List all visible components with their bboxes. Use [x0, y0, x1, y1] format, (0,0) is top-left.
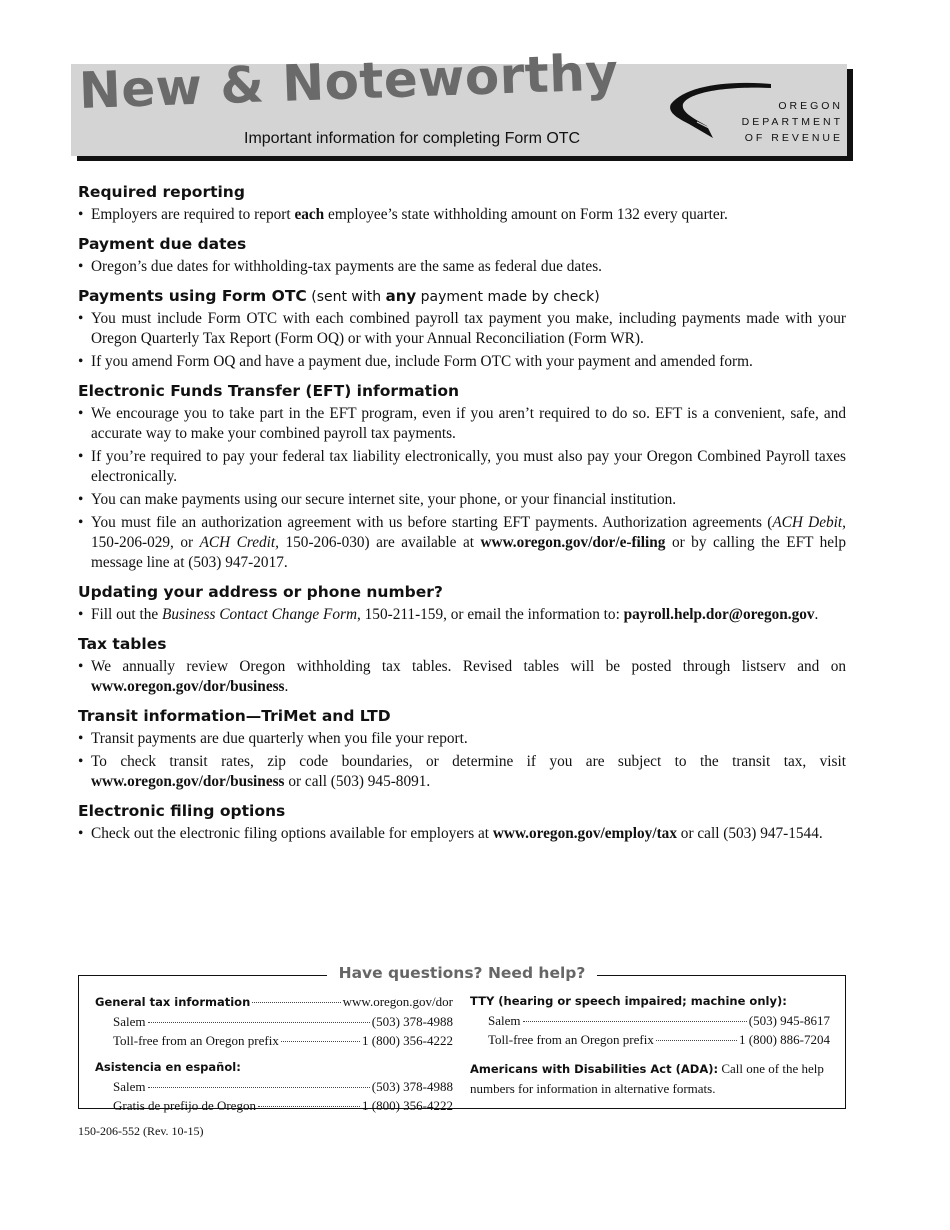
phone-number: (503) 378-4988: [371, 1014, 453, 1029]
section-heading: Payment due dates: [78, 235, 247, 253]
text: or by calling the EFT help message line at (503) 947-2017.: [91, 534, 846, 571]
text: To check transit rates, zip code boundaries, or determine if you are subject to the transit tax, visit: [91, 753, 846, 770]
help-label: Toll-free from an Oregon prefix: [488, 1032, 654, 1047]
text: payment made by check): [416, 289, 600, 305]
list-item: [78, 824, 846, 844]
ada-label: Americans with Disabilities Act (ADA):: [470, 1062, 719, 1076]
section-heading: Required reporting: [78, 183, 245, 201]
oregon-revenue-logo: [667, 78, 845, 144]
list-item: [78, 605, 846, 625]
list-item: • If you’re required to pay your federal tax liability electronically, you must also pay your Oregon Combined Payroll taxes electronically.: [78, 447, 846, 487]
phone-number: 1 (800) 886-7204: [739, 1032, 830, 1047]
phone-number: (503) 378-4988: [371, 1079, 453, 1094]
help-title-text: Have questions? Need help?: [327, 964, 598, 982]
page-title: New & Noteworthy: [77, 43, 620, 120]
dot-leader: [281, 1041, 360, 1042]
text: or call (503) 947-1544.: [676, 825, 823, 842]
help-row-salem: [95, 1012, 453, 1031]
help-label: Salem: [113, 1014, 146, 1029]
help-label: Toll-free from an Oregon prefix: [113, 1033, 279, 1048]
phone-number: 1 (800) 356-4222: [362, 1033, 453, 1048]
text: You must file an authorization agreement with us before starting EFT payments. Authorization agreements (: [91, 514, 773, 531]
section-heading: Electronic Funds Transfer (EFT) information: [78, 382, 460, 400]
help-label: Salem: [488, 1013, 521, 1028]
logo-line-2: DEPARTMENT: [741, 116, 843, 128]
section-tax-tables: [78, 635, 846, 697]
text: (sent with: [306, 289, 386, 305]
list-item: • You must include Form OTC with each combined payroll tax payment you make, including payments made with your Oregon Quarterly Tax Report (Form OQ) or with your Annual Reconciliation (Form WR).: [78, 309, 846, 349]
logo-line-3: OF REVENUE: [744, 132, 843, 144]
ada-text: Call one of the help numbers for information in alternative formats.: [470, 1061, 824, 1096]
help-label: Salem: [113, 1079, 146, 1094]
form-name: ACH Debit,: [772, 514, 846, 531]
help-box: [78, 964, 846, 1113]
phone-number: (503) 945-8617: [748, 1013, 830, 1028]
heading-note: [307, 289, 600, 305]
help-row-tty-toll: [470, 1030, 830, 1049]
list-item: • Transit payments are due quarterly when you file your report.: [78, 729, 846, 749]
section-updating-address: [78, 583, 846, 625]
text: .: [284, 678, 289, 695]
section-eft-information: [78, 382, 846, 573]
text: employee’s state withholding amount on Form 132 every quarter.: [324, 206, 728, 223]
text: Fill out the: [91, 606, 162, 623]
phone-number: 1 (800) 356-4222: [362, 1098, 453, 1113]
dot-leader: [252, 1002, 340, 1003]
list-item: • Oregon’s due dates for withholding-tax payments are the same as federal due dates.: [78, 257, 846, 277]
section-payments-form-otc: [78, 287, 846, 372]
section-heading: [78, 287, 846, 305]
section-heading: Tax tables: [78, 635, 167, 653]
section-payment-due-dates: [78, 235, 846, 277]
text: , 150-211-159, or email the information to:: [357, 606, 624, 623]
section-required-reporting: [78, 183, 846, 225]
list-item: • If you amend Form OQ and have a payment due, include Form OTC with your payment and amended form.: [78, 352, 846, 372]
emphasis: any: [385, 287, 417, 305]
efiling-link[interactable]: www.oregon.gov/dor/e-filing: [480, 534, 666, 551]
help-row-es-gratis: [95, 1096, 453, 1115]
form-name: Business Contact Change Form: [161, 606, 357, 623]
text: Employers are required to report: [91, 206, 295, 223]
dot-leader: [148, 1087, 370, 1088]
list-item: [78, 205, 846, 225]
ada-note: [470, 1059, 830, 1098]
section-electronic-filing: [78, 802, 846, 844]
help-right-column: [470, 992, 830, 1098]
dot-leader: [523, 1021, 747, 1022]
help-row-tollfree: [95, 1031, 453, 1050]
page-subtitle: Important information for completing Form OTC: [244, 130, 581, 147]
dot-leader: [258, 1106, 360, 1107]
help-subheading-espanol: Asistencia en español:: [95, 1060, 241, 1074]
section-heading: Updating your address or phone number?: [78, 583, 443, 601]
help-row-es-salem: [95, 1077, 453, 1096]
text: 150-206-029, or: [91, 534, 200, 551]
emphasis: each: [294, 206, 325, 223]
help-left-column: [95, 992, 453, 1115]
form-name: ACH Credit,: [199, 534, 280, 551]
help-row-tty-salem: [470, 1011, 830, 1030]
list-item: • We encourage you to take part in the EFT program, even if you aren’t required to do so. EFT is a convenient, safe, and accurate way to make your combined payroll tax payments.: [78, 404, 846, 444]
employ-tax-link[interactable]: www.oregon.gov/employ/tax: [492, 825, 677, 842]
header-banner: [71, 43, 847, 156]
logo-line-1: OREGON: [778, 100, 843, 112]
help-row-general: [95, 992, 453, 1012]
dot-leader: [148, 1022, 370, 1023]
main-content: [78, 183, 846, 854]
text: .: [814, 606, 819, 623]
text: or call (503) 945-8091.: [284, 773, 431, 790]
text: We annually review Oregon withholding tax tables. Revised tables will be posted through listserv and on: [91, 658, 846, 675]
help-box-title: [79, 964, 845, 983]
business-link[interactable]: www.oregon.gov/dor/business: [91, 773, 285, 790]
section-heading: Electronic filing options: [78, 802, 286, 820]
dot-leader: [656, 1040, 737, 1041]
list-item: [78, 657, 846, 697]
section-transit-information: [78, 707, 846, 792]
list-item: [78, 513, 846, 573]
text: 150-206-030) are available at: [279, 534, 481, 551]
logo-text: [742, 98, 843, 146]
email-link[interactable]: payroll.help.dor@oregon.gov: [623, 606, 815, 623]
help-subheading-tty: TTY (hearing or speech impaired; machine only):: [470, 994, 787, 1008]
heading-text: Payments using Form OTC: [78, 287, 307, 305]
list-item: [78, 752, 846, 792]
section-heading: Transit information—TriMet and LTD: [78, 707, 391, 725]
business-link[interactable]: www.oregon.gov/dor/business: [91, 678, 285, 695]
help-label: General tax information: [95, 995, 251, 1009]
form-number: 150-206-552 (Rev. 10-15): [78, 1124, 204, 1138]
dor-website-link[interactable]: www.oregon.gov/dor: [342, 994, 453, 1009]
list-item: • You can make payments using our secure internet site, your phone, or your financial institution.: [78, 490, 846, 510]
text: Check out the electronic filing options available for employers at: [91, 825, 493, 842]
help-label: Gratis de prefijo de Oregon: [113, 1098, 256, 1113]
